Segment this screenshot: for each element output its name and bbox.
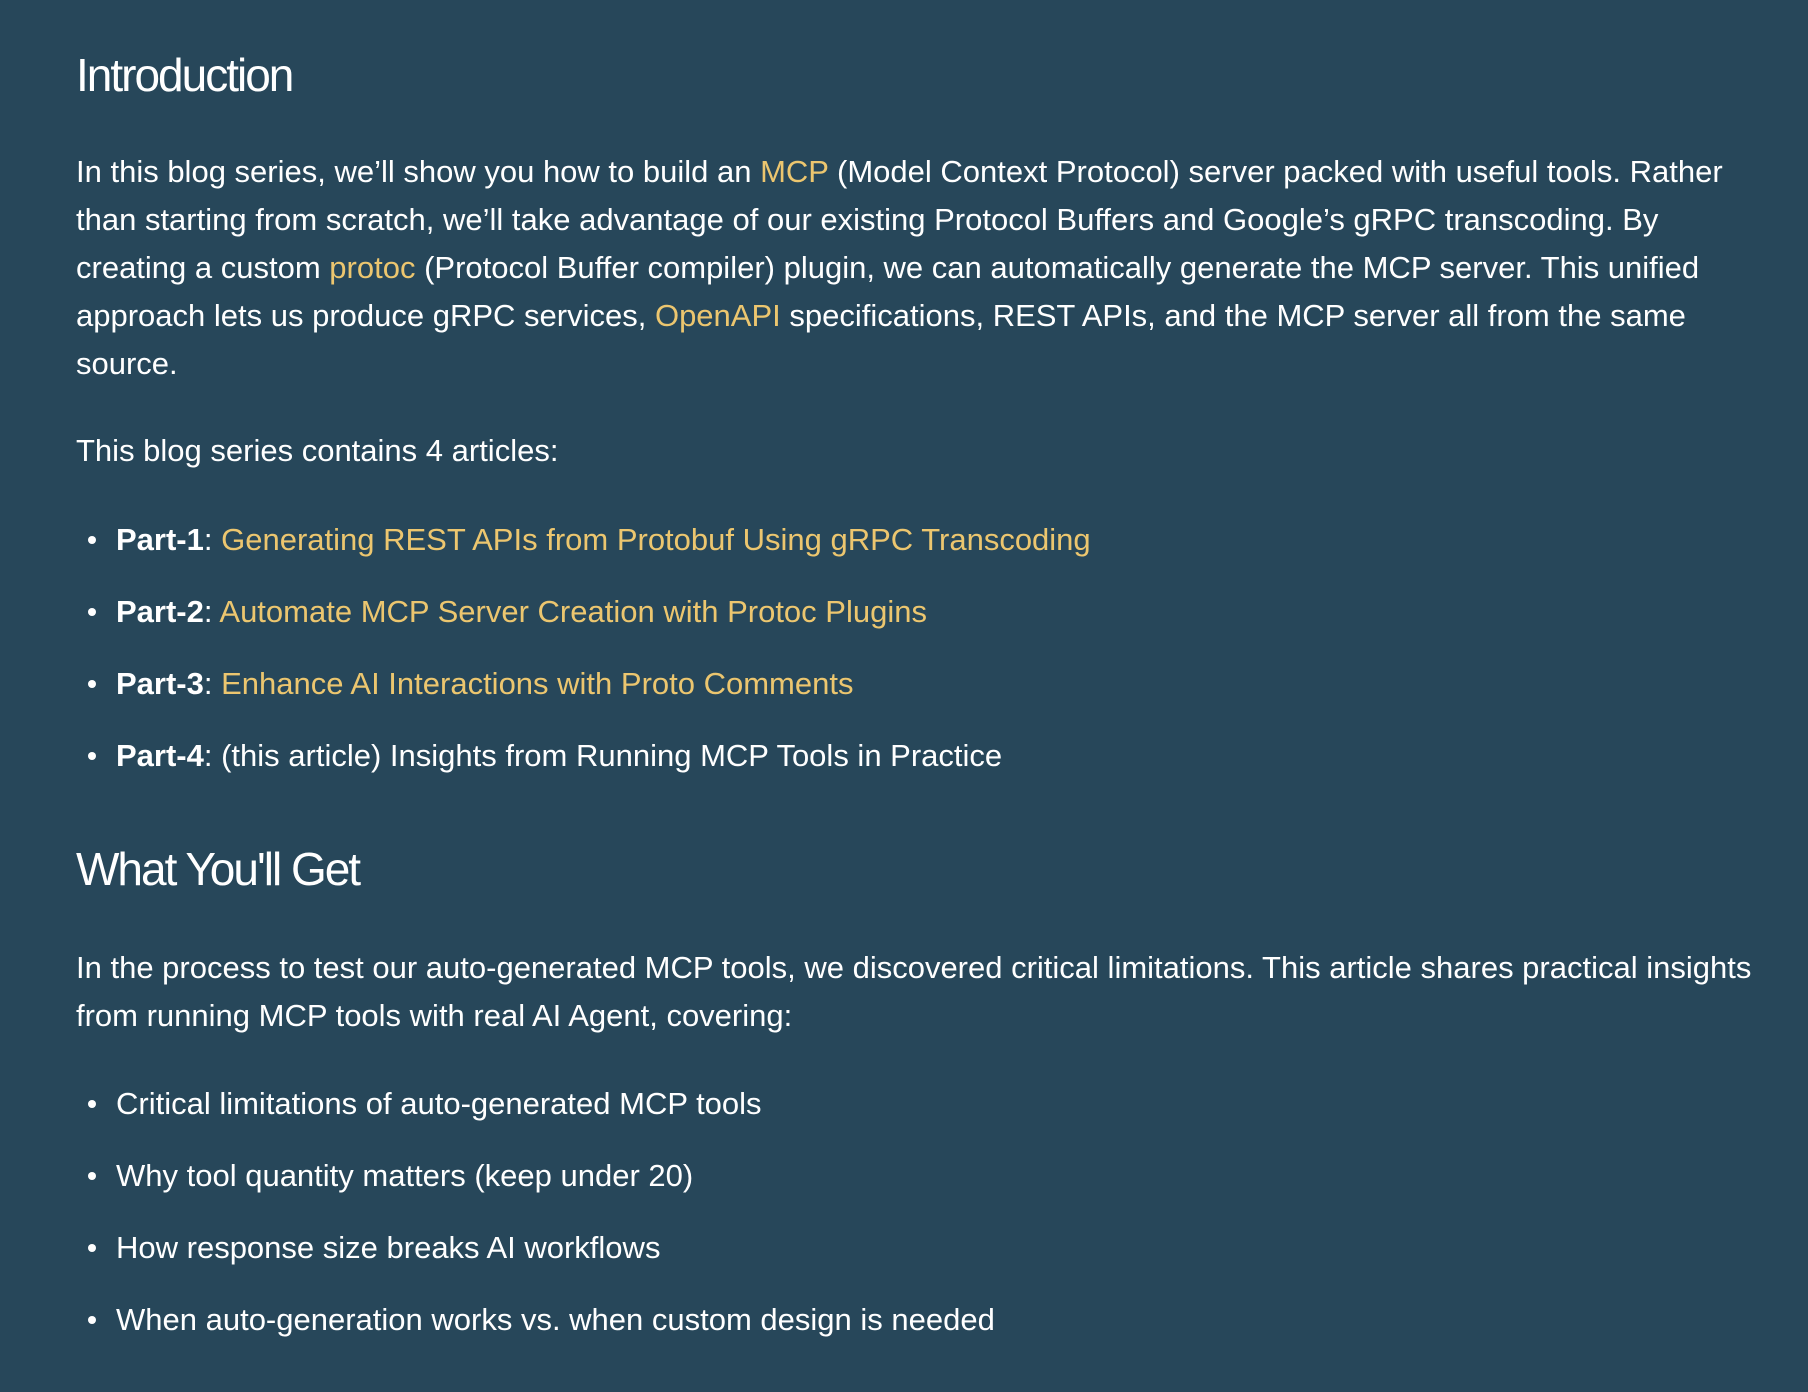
series-item-text: [116, 660, 853, 708]
intro-text-2: (Model Context Protocol) server packed with useful tools. Rather than starting from scratch, we’ll take advantage of our existing Protocol Buffers and Google’s gRPC transcoding. By creating a custom: [76, 154, 1723, 285]
part-separator: :: [203, 738, 222, 773]
part-2-link[interactable]: Automate MCP Server Creation with Protoc Plugins: [219, 594, 927, 629]
series-item-text: [116, 516, 1091, 564]
bullet-icon: [88, 1316, 96, 1324]
section-heading-introduction: Introduction: [76, 49, 293, 101]
what-youll-get-paragraph: In the process to test our auto-generated MCP tools, we discovered critical limitations. This article shares practical insights from running MCP tools with real AI Agent, covering:: [76, 950, 1752, 1033]
part-label: Part-3: [116, 666, 204, 701]
bullet-icon: [88, 752, 96, 760]
part-3-link[interactable]: Enhance AI Interactions with Proto Comments: [221, 666, 854, 701]
part-label: Part-1: [116, 522, 204, 557]
bullet-icon: [88, 536, 96, 544]
part-separator: :: [203, 666, 222, 701]
bullet-icon: [88, 608, 96, 616]
part-label: Part-4: [116, 738, 204, 773]
bullet-icon: [88, 1100, 96, 1108]
part-1-link[interactable]: Generating REST APIs from Protobuf Using gRPC Transcoding: [221, 522, 1091, 557]
list-item-text: When auto-generation works vs. when custom design is needed: [116, 1302, 995, 1337]
openapi-link[interactable]: OpenAPI: [654, 298, 781, 333]
intro-text-4: specifications, REST APIs, and the MCP server all from the same source.: [76, 298, 1686, 381]
bullet-icon: [88, 1244, 96, 1252]
bullet-icon: [88, 1172, 96, 1180]
series-item-text: [116, 732, 1002, 780]
part-separator: :: [203, 522, 222, 557]
series-intro-text: This blog series contains 4 articles:: [76, 433, 559, 468]
mcp-link[interactable]: MCP: [760, 154, 829, 189]
protoc-link[interactable]: protoc: [329, 250, 416, 285]
list-item-text: Critical limitations of auto-generated MCP tools: [116, 1086, 762, 1121]
part-label: Part-2: [116, 594, 204, 629]
part-4-text: (this article) Insights from Running MCP Tools in Practice: [221, 738, 1003, 773]
intro-text-3: (Protocol Buffer compiler) plugin, we can automatically generate the MCP server. This unified approach lets us produce gRPC services,: [76, 250, 1700, 333]
introduction-paragraph: [76, 148, 1776, 388]
list-item-text: Why tool quantity matters (keep under 20): [116, 1158, 694, 1193]
part-separator: :: [203, 594, 220, 629]
section-heading-what-youll-get: What You'll Get: [76, 843, 360, 895]
list-item-text: How response size breaks AI workflows: [116, 1230, 661, 1265]
bullet-icon: [88, 680, 96, 688]
intro-text-1: In this blog series, we’ll show you how to build an: [76, 154, 761, 189]
series-item-text: [116, 588, 927, 636]
